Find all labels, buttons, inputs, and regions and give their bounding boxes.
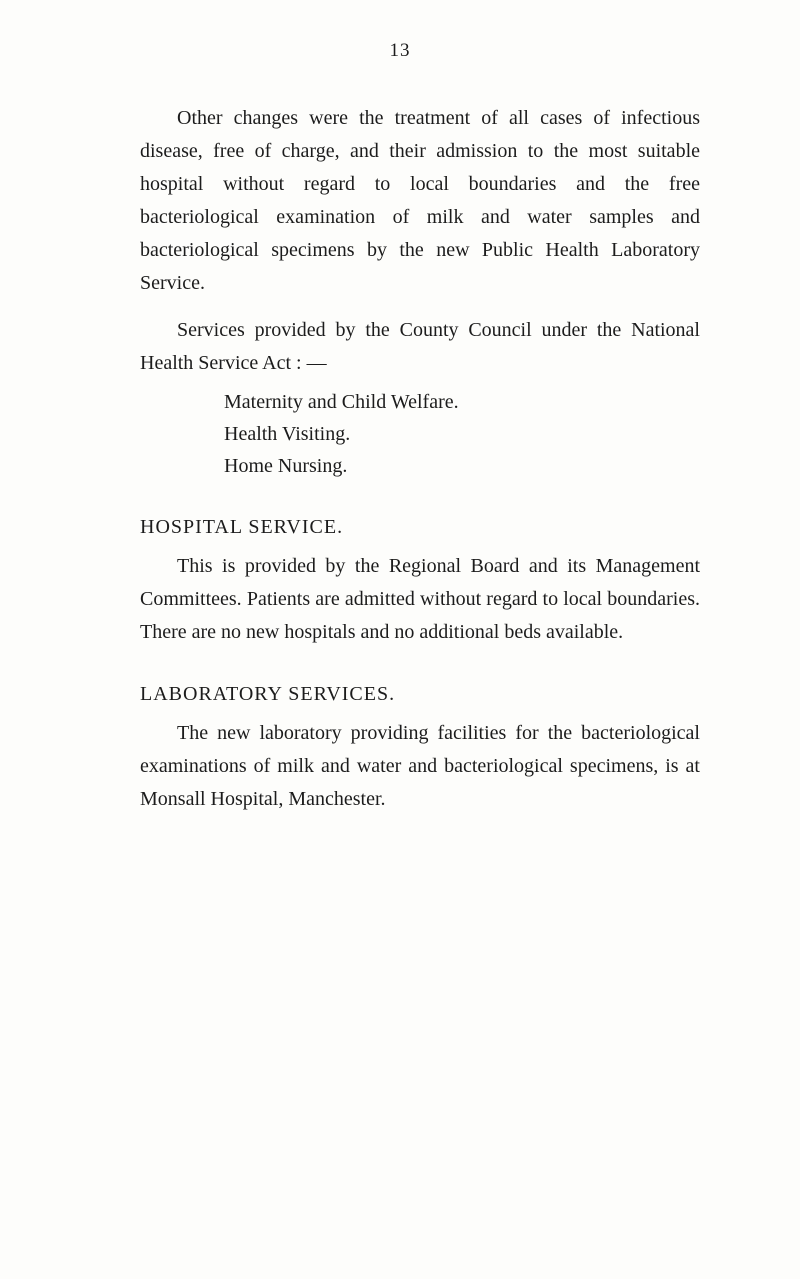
intro-paragraph: Other changes were the treatment of all cases of infectious disease, free of charge, and their admission to the most suitable hospital without regard to local boundaries and the free bacteriological examination of milk and water samples and bacteriological specimens by the new Public Health Laboratory Service.	[140, 107, 700, 294]
county-services-paragraph: Services provided by the County Council under the National Health Service Act : —	[140, 319, 700, 374]
county-services-list	[140, 386, 700, 482]
list-item: Maternity and Child Welfare.	[224, 391, 459, 413]
list-item: Health Visiting.	[224, 423, 351, 445]
page-body	[140, 102, 700, 816]
laboratory-services-paragraph: The new laboratory providing facilities for the bacteriological examinations of milk and water and bacteriological specimens, is at Monsall Hospital, Manchester.	[140, 722, 700, 810]
laboratory-services-heading: LABORATORY SERVICES.	[140, 683, 396, 705]
hospital-service-heading: HOSPITAL SERVICE.	[140, 516, 344, 538]
page-number: 13	[389, 40, 411, 61]
list-item: Home Nursing.	[224, 455, 348, 477]
hospital-service-paragraph: This is provided by the Regional Board and its Management Committees. Patients are admitted without regard to local boundaries. There are no new hospitals and no additional beds available.	[140, 555, 700, 643]
